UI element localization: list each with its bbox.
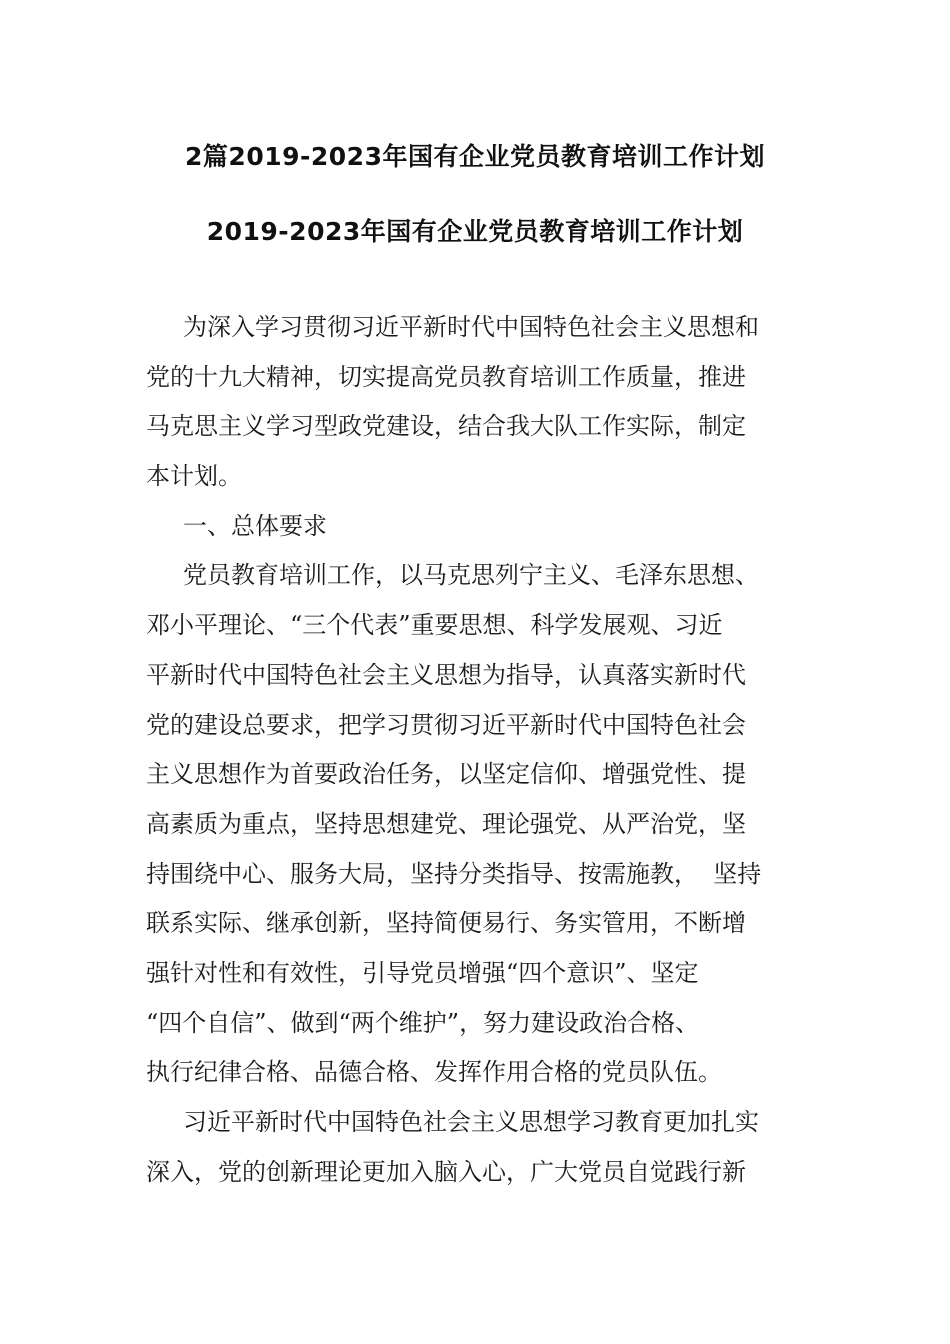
paragraph-line: 党员教育培训工作，以马克思列宁主义、毛泽东思想、 [183, 561, 759, 590]
paragraph-line: 本计划。 [146, 462, 242, 491]
paragraph-line: 党的十九大精神，切实提高党员教育培训工作质量，推进 [146, 362, 746, 391]
paragraph-line: 党的建设总要求，把学习贯彻习近平新时代中国特色社会 [146, 710, 746, 739]
paragraph-line: 习近平新时代中国特色社会主义思想学习教育更加扎实 [183, 1108, 759, 1136]
section-heading: 一、总体要求 [183, 511, 327, 540]
paragraph-line: 持围绕中心、服务大局，坚持分类指导、按需施教， 坚持 [146, 859, 762, 888]
document-subtitle: 2019-2023年国有企业党员教育培训工作计划 [206, 217, 744, 246]
paragraph-line: 主义思想作为首要政治任务，以坚定信仰、增强党性、提 [146, 760, 746, 789]
paragraph-line: “四个自信”、做到“两个维护”，努力建设政治合格、 [146, 1008, 700, 1037]
document-title: 2篇2019-2023年国有企业党员教育培训工作计划 [185, 142, 765, 171]
paragraph-line: 马克思主义学习型政党建设，结合我大队工作实际，制定 [146, 412, 746, 441]
paragraph-line: 平新时代中国特色社会主义思想为指导，认真落实新时代 [146, 660, 746, 689]
paragraph-line: 邓小平理论、“三个代表”重要思想、科学发展观、习近 [146, 611, 723, 640]
paragraph-line: 高素质为重点，坚持思想建党、理论强党、从严治党，坚 [146, 809, 746, 838]
paragraph-line: 执行纪律合格、品德合格、发挥作用合格的党员队伍。 [146, 1058, 722, 1087]
paragraph-line: 联系实际、继承创新，坚持简便易行、务实管用，不断增 [146, 909, 746, 938]
document-body [146, 303, 806, 1197]
paragraph-line: 为深入学习贯彻习近平新时代中国特色社会主义思想和 [183, 313, 759, 341]
paragraph-line: 深入，党的创新理论更加入脑入心，广大党员自觉践行新 [146, 1157, 746, 1186]
paragraph-line: 强针对性和有效性，引导党员增强“四个意识”、坚定 [146, 958, 699, 987]
